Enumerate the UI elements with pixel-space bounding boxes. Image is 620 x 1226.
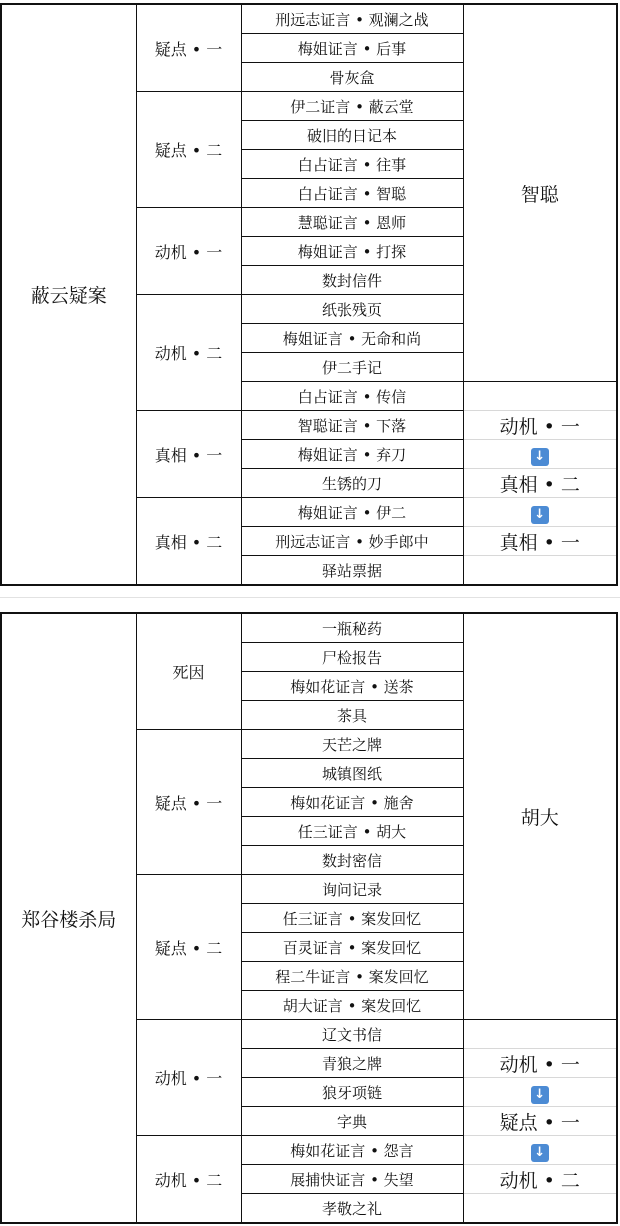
chain-step: 动机 • 一 — [463, 1049, 617, 1078]
evidence-item: 白占证言 • 智聪 — [241, 179, 463, 208]
case-title: 郑谷楼杀局 — [1, 613, 136, 1223]
evidence-item: 白占证言 • 往事 — [241, 150, 463, 179]
chain-step: 真相 • 一 — [463, 527, 617, 556]
evidence-item: 任三证言 • 胡大 — [241, 817, 463, 846]
evidence-item: 字典 — [241, 1107, 463, 1136]
chain-empty — [463, 382, 617, 411]
evidence-item: 青狼之牌 — [241, 1049, 463, 1078]
case-table-2 — [0, 612, 618, 1224]
evidence-item: 胡大证言 • 案发回忆 — [241, 991, 463, 1020]
evidence-item: 纸张残页 — [241, 295, 463, 324]
evidence-item: 慧聪证言 • 恩师 — [241, 208, 463, 237]
evidence-item: 骨灰盒 — [241, 63, 463, 92]
evidence-item: 百灵证言 • 案发回忆 — [241, 933, 463, 962]
evidence-item: 展捕快证言 • 失望 — [241, 1165, 463, 1194]
evidence-item: 梅如花证言 • 施舍 — [241, 788, 463, 817]
evidence-item: 数封信件 — [241, 266, 463, 295]
evidence-item: 梅姐证言 • 后事 — [241, 34, 463, 63]
evidence-item: 智聪证言 • 下落 — [241, 411, 463, 440]
chain-arrow — [463, 440, 617, 469]
chain-step: 疑点 • 一 — [463, 1107, 617, 1136]
evidence-item: 伊二手记 — [241, 353, 463, 382]
evidence-item: 狼牙项链 — [241, 1078, 463, 1107]
group-label: 真相 • 一 — [136, 411, 241, 498]
down-arrow-icon: ↓ — [531, 448, 549, 466]
culprit-name: 胡大 — [520, 807, 559, 829]
evidence-item: 城镇图纸 — [241, 759, 463, 788]
down-arrow-icon: ↓ — [531, 506, 549, 524]
group-label: 疑点 • 二 — [136, 875, 241, 1020]
group-label: 真相 • 二 — [136, 498, 241, 586]
evidence-item: 询问记录 — [241, 875, 463, 904]
evidence-item: 天芒之牌 — [241, 730, 463, 759]
evidence-item: 数封密信 — [241, 846, 463, 875]
chain-arrow — [463, 498, 617, 527]
table-gap — [0, 586, 620, 610]
evidence-item: 梅如花证言 • 送茶 — [241, 672, 463, 701]
evidence-item: 驿站票据 — [241, 556, 463, 586]
evidence-item: 梅姐证言 • 无命和尚 — [241, 324, 463, 353]
group-label: 死因 — [136, 613, 241, 730]
evidence-item: 白占证言 • 传信 — [241, 382, 463, 411]
chain-empty — [463, 556, 617, 586]
case-table-1 — [0, 3, 618, 586]
evidence-item: 程二牛证言 • 案发回忆 — [241, 962, 463, 991]
evidence-item: 梅姐证言 • 打探 — [241, 237, 463, 266]
evidence-item: 刑远志证言 • 妙手郎中 — [241, 527, 463, 556]
case-title: 蔽云疑案 — [1, 4, 136, 585]
evidence-item: 辽文书信 — [241, 1020, 463, 1049]
evidence-item: 破旧的日记本 — [241, 121, 463, 150]
evidence-item: 刑远志证言 • 观澜之战 — [241, 4, 463, 34]
group-label: 动机 • 二 — [136, 295, 241, 411]
chain-empty — [463, 1020, 617, 1049]
evidence-item: 茶具 — [241, 701, 463, 730]
group-label: 疑点 • 一 — [136, 730, 241, 875]
chain-step: 真相 • 二 — [463, 469, 617, 498]
evidence-item: 尸检报告 — [241, 643, 463, 672]
evidence-item: 孝敬之礼 — [241, 1194, 463, 1224]
evidence-item: 生锈的刀 — [241, 469, 463, 498]
down-arrow-icon: ↓ — [531, 1086, 549, 1104]
culprit-name: 智聪 — [520, 183, 559, 206]
evidence-item: 梅姐证言 • 伊二 — [241, 498, 463, 527]
divider — [0, 597, 620, 598]
chain-arrow — [463, 1078, 617, 1107]
down-arrow-icon: ↓ — [531, 1144, 549, 1162]
chain-step: 动机 • 一 — [463, 411, 617, 440]
group-label: 疑点 • 一 — [136, 4, 241, 92]
group-label: 动机 • 一 — [136, 208, 241, 295]
group-label: 动机 • 二 — [136, 1136, 241, 1224]
chain-arrow — [463, 1136, 617, 1165]
evidence-item: 一瓶秘药 — [241, 613, 463, 643]
group-label: 动机 • 一 — [136, 1020, 241, 1136]
evidence-item: 任三证言 • 案发回忆 — [241, 904, 463, 933]
chain-empty — [463, 1194, 617, 1224]
chain-step: 动机 • 二 — [463, 1165, 617, 1194]
evidence-item: 伊二证言 • 蔽云堂 — [241, 92, 463, 121]
evidence-item: 梅姐证言 • 弃刀 — [241, 440, 463, 469]
group-label: 疑点 • 二 — [136, 92, 241, 208]
evidence-item: 梅如花证言 • 怨言 — [241, 1136, 463, 1165]
